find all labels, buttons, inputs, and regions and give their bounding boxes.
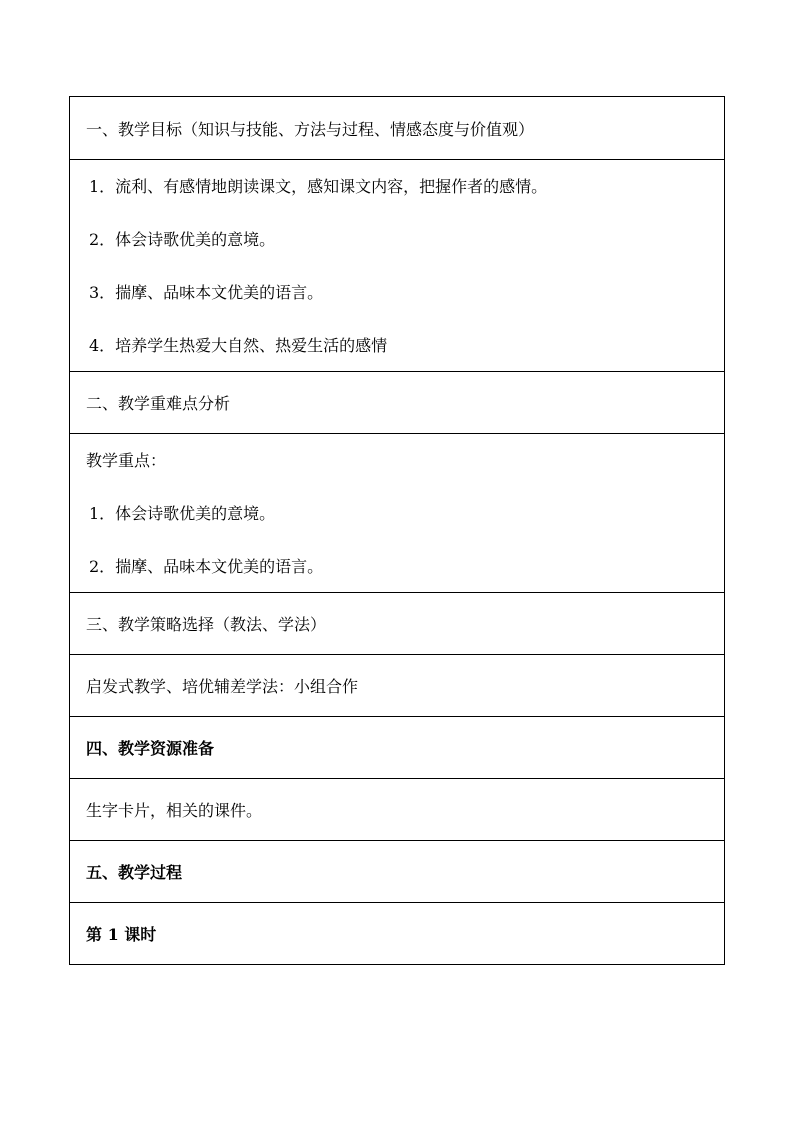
key-point-item-2: 2．揣摩、品味本文优美的语言。 (89, 557, 324, 576)
lesson-title: 第 1 课时 (70, 902, 724, 964)
objective-item-4: 4．培养学生热爱大自然、热爱生活的感情 (89, 336, 388, 355)
section-1-body (70, 159, 724, 371)
section-5-title: 五、教学过程 (70, 840, 724, 902)
section-2-body (70, 433, 724, 592)
key-point-item-1: 1．体会诗歌优美的意境。 (89, 504, 276, 523)
section-4-title: 四、教学资源准备 (70, 716, 724, 778)
section-4-content: 生字卡片，相关的课件。 (70, 778, 724, 840)
section-1-title: 一、教学目标（知识与技能、方法与过程、情感态度与价值观） (86, 119, 535, 139)
objective-item-2: 2．体会诗歌优美的意境。 (89, 230, 276, 249)
section-3-title: 三、教学策略选择（教法、学法） (70, 592, 724, 654)
objective-item-1: 1．流利、有感情地朗读课文，感知课文内容，把握作者的感情。 (89, 177, 548, 196)
section-2-title: 二、教学重难点分析 (70, 371, 724, 433)
section-3-content: 启发式教学、培优辅差学法：小组合作 (70, 654, 724, 716)
key-points-label: 教学重点： (86, 451, 167, 470)
objective-item-3: 3．揣摩、品味本文优美的语言。 (89, 283, 324, 302)
lesson-plan-table (69, 96, 725, 965)
